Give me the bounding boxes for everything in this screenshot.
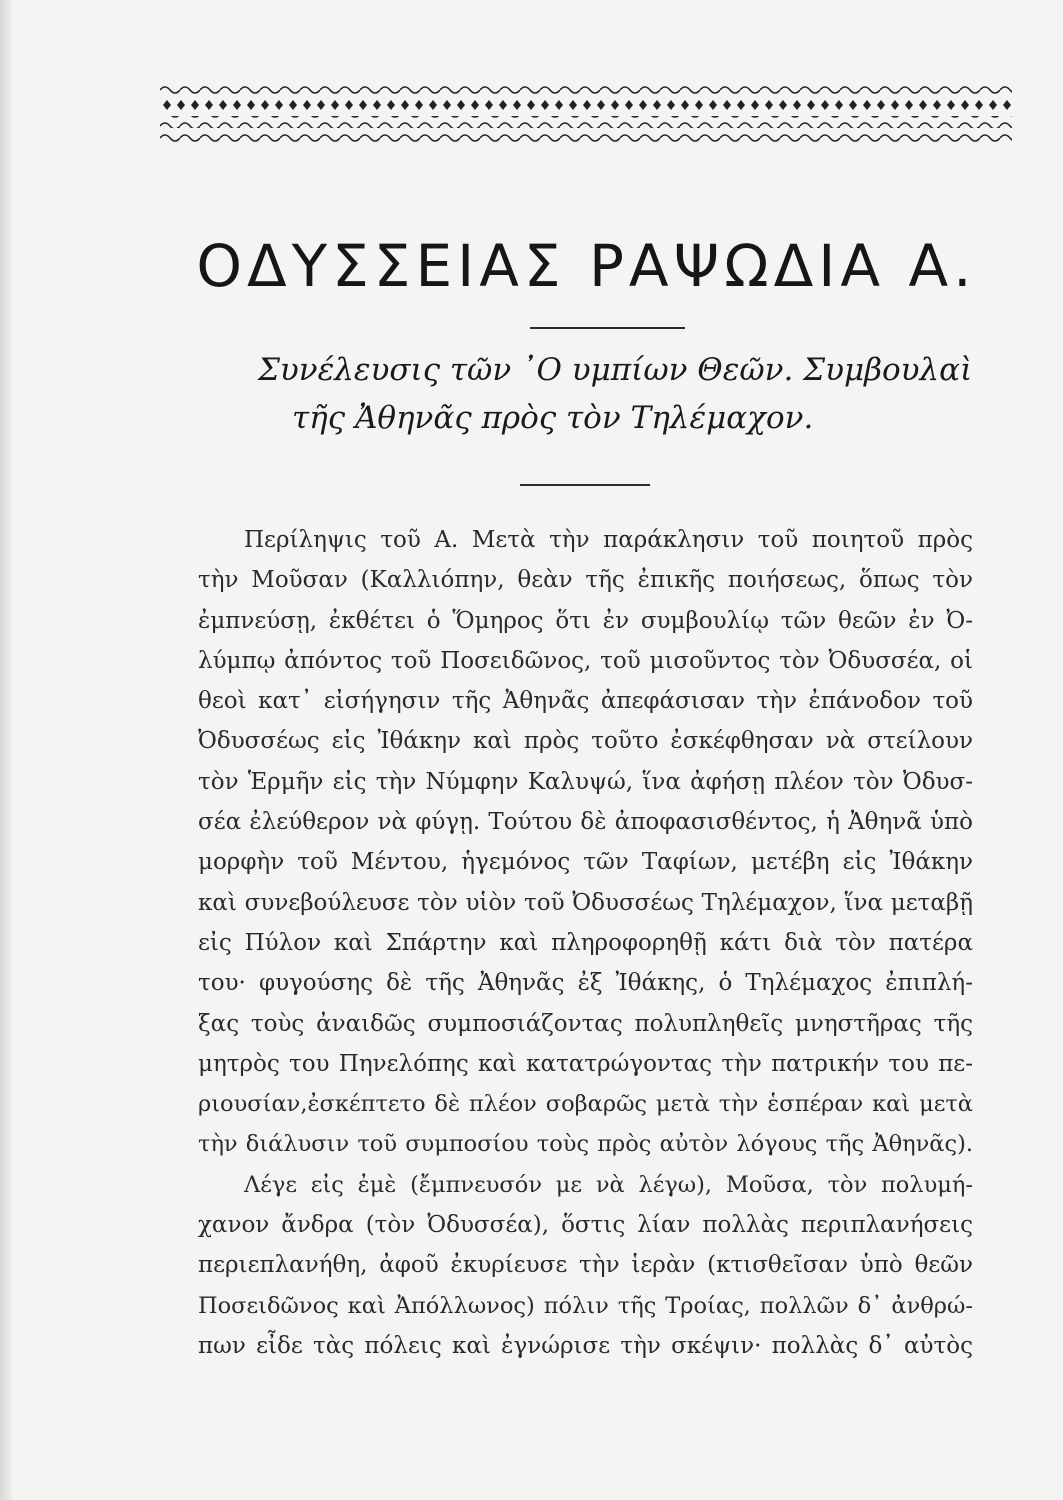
text-line: περιεπλανήθη, ἀφοῦ ἐκυρίευσε τὴν ἱερὰν (κτισθεῖσαν ὑπὸ θεῶν (198, 1252, 973, 1279)
subtitle-line-1: Συνέλευσις τῶν ᾿Ο υμπίων Θεῶν. Συμβουλαὶ (258, 352, 973, 388)
title-divider (530, 327, 685, 329)
text-line: μορφὴν τοῦ Μέντου, ἡγεμόνος τῶν Ταφίων, μετέβη εἰς Ἰθάκην (198, 849, 973, 876)
text-line: τὴν διάλυσιν τοῦ συμποσίου τοὺς πρὸς αὐτὸν λόγους τῆς Ἀθηνᾶς). (198, 1131, 973, 1158)
decorative-header-ornament (160, 84, 1012, 144)
text-line: τὴν Μοῦσαν (Καλλιόπην, θεὰν τῆς ἐπικῆς ποιήσεως, ὅπως τὸν (198, 567, 973, 594)
text-line: θεοὶ κατ᾿ εἰσήγησιν τῆς Ἀθηνᾶς ἀπεφάσισαν τὴν ἐπάνοδον τοῦ (198, 688, 973, 715)
body-text (198, 520, 973, 1366)
subtitle-divider (520, 484, 650, 486)
text-line: Ὀδυσσέως εἰς Ἰθάκην καὶ πρὸς τοῦτο ἐσκέφθησαν νὰ στείλουν (198, 728, 973, 755)
summary-paragraph (198, 520, 973, 1165)
text-line: λύμπῳ ἀπόντος τοῦ Ποσειδῶνος, τοῦ μισοῦντος τὸν Ὀδυσσέα, οἱ (198, 647, 973, 674)
page-binding-edge (0, 0, 12, 1500)
text-line: ριουσίαν,ἐσκέπτετο δὲ πλέον σοβαρῶς μετὰ τὴν ἑσπέραν καὶ μετὰ (198, 1091, 973, 1118)
text-line: ἐμπνεύσῃ, ἐκθέτει ὁ Ὅμηρος ὅτι ἐν συμβουλίῳ τῶν θεῶν ἐν Ὀ- (198, 607, 973, 634)
subtitle-line-2: τῆς Ἀθηνᾶς πρὸς τὸν Τηλέμαχον. (292, 400, 814, 436)
text-line: τὸν Ἑρμῆν εἰς τὴν Νύμφην Καλυψώ, ἵνα ἀφήσῃ πλέον τὸν Ὀδυσ- (198, 768, 973, 795)
text-line: καὶ συνεβούλευσε τὸν υἱὸν τοῦ Ὀδυσσέως Τηλέμαχον, ἵνα μεταβῇ (198, 889, 973, 916)
text-line: σέα ἐλεύθερον νὰ φύγῃ. Τούτου δὲ ἀποφασισθέντος, ἡ Ἀθηνᾶ ὑπὸ (198, 809, 973, 836)
text-line: εἰς Πύλον καὶ Σπάρτην καὶ πληροφορηθῇ κάτι διὰ τὸν πατέρα (198, 929, 973, 956)
translation-paragraph (198, 1165, 973, 1366)
text-line: πων εἶδε τὰς πόλεις καὶ ἐγνώρισε τὴν σκέψιν· πολλὰς δ᾿ αὐτὸς (198, 1332, 973, 1359)
text-line: μητρὸς του Πηνελόπης καὶ κατατρώγοντας τὴν πατρικήν του πε- (198, 1050, 973, 1077)
text-line: ξας τοὺς ἀναιδῶς συμποσιάζοντας πολυπληθεῖς μνηστῆρας τῆς (198, 1010, 973, 1037)
text-line: Ποσειδῶνος καὶ Ἀπόλλωνος) πόλιν τῆς Τροίας, πολλῶν δ᾿ ἀνθρώ- (198, 1292, 973, 1319)
text-line: Λέγε εἰς ἐμὲ (ἔμπνευσόν με νὰ λέγω), Μοῦσα, τὸν πολυμή- (244, 1171, 973, 1198)
text-line: του· φυγούσης δὲ τῆς Ἀθηνᾶς ἐξ Ἰθάκης, ὁ Τηλέμαχος ἐπιπλή- (198, 970, 973, 997)
text-line: χανον ἄνδρα (τὸν Ὀδυσσέα), ὅστις λίαν πολλὰς περιπλανήσεις (198, 1212, 973, 1239)
page-title: ΟΔΥΣΣΕΙΑΣ ΡΑΨΩΔΙΑ Α. (196, 232, 977, 300)
text-line: Περίληψις τοῦ Α. Μετὰ τὴν παράκλησιν τοῦ ποιητοῦ πρὸς (244, 527, 973, 553)
